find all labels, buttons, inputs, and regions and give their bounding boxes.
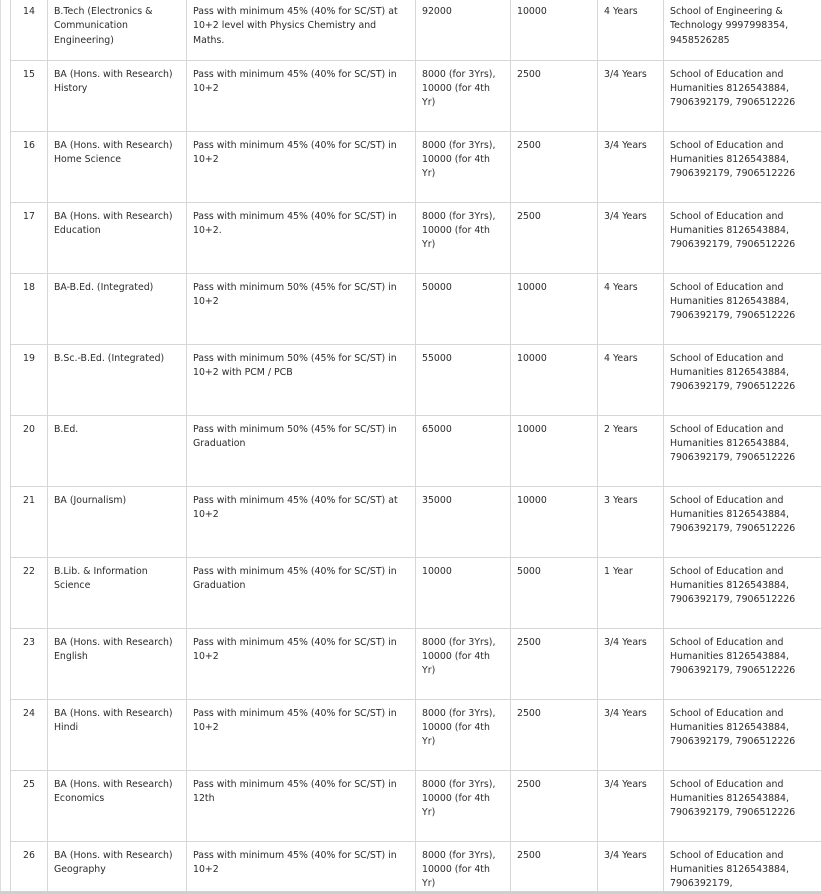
duration-cell: 2 Years [598,415,664,486]
school-contact-cell: School of Education and Humanities 8126543884, 7906392179, 7906512226 [664,699,822,770]
serial-number-cell: 22 [11,557,48,628]
serial-number-cell: 23 [11,628,48,699]
registration-fee-cell: 5000 [511,557,598,628]
courses-table-body [11,0,822,894]
fee-cell: 65000 [416,415,511,486]
registration-fee-cell: 2500 [511,131,598,202]
fee-cell: 8000 (for 3Yrs), 10000 (for 4th Yr) [416,699,511,770]
table-row [11,699,822,770]
table-row [11,60,822,131]
table-row [11,202,822,273]
course-name-cell: B.Ed. [48,415,187,486]
fee-cell: 8000 (for 3Yrs), 10000 (for 4th Yr) [416,60,511,131]
school-contact-cell: School of Education and Humanities 8126543884, 7906392179, 7906512226 [664,202,822,273]
serial-number-cell: 15 [11,60,48,131]
serial-number-cell: 20 [11,415,48,486]
course-name-cell: BA (Hons. with Research) Home Science [48,131,187,202]
school-contact-cell: School of Education and Humanities 8126543884, 7906392179, 7906512226 [664,557,822,628]
school-contact-cell: School of Education and Humanities 8126543884, 7906392179, 7906512226 [664,344,822,415]
duration-cell: 4 Years [598,273,664,344]
serial-number-cell: 25 [11,770,48,841]
registration-fee-cell: 10000 [511,273,598,344]
school-contact-cell: School of Education and Humanities 8126543884, 7906392179, 7906512226 [664,628,822,699]
registration-fee-cell: 10000 [511,415,598,486]
duration-cell: 3/4 Years [598,628,664,699]
registration-fee-cell: 2500 [511,628,598,699]
duration-cell: 4 Years [598,344,664,415]
serial-number-cell: 16 [11,131,48,202]
fee-cell: 8000 (for 3Yrs), 10000 (for 4th Yr) [416,841,511,894]
eligibility-cell: Pass with minimum 45% (40% for SC/ST) in 10+2 [187,628,416,699]
school-contact-cell: School of Education and Humanities 8126543884, 7906392179, 7906512226 [664,273,822,344]
fee-cell: 50000 [416,273,511,344]
duration-cell: 3/4 Years [598,841,664,894]
eligibility-cell: Pass with minimum 45% (40% for SC/ST) in 12th [187,770,416,841]
course-name-cell: BA-B.Ed. (Integrated) [48,273,187,344]
serial-number-cell: 24 [11,699,48,770]
fee-cell: 10000 [416,557,511,628]
table-row [11,415,822,486]
serial-number-cell: 14 [11,0,48,60]
table-row [11,628,822,699]
school-contact-cell: School of Education and Humanities 8126543884, 7906392179, 7906512226 [664,131,822,202]
table-row [11,557,822,628]
course-name-cell: BA (Hons. with Research) Education [48,202,187,273]
course-name-cell: BA (Journalism) [48,486,187,557]
eligibility-cell: Pass with minimum 50% (45% for SC/ST) in Graduation [187,415,416,486]
fee-cell: 8000 (for 3Yrs), 10000 (for 4th Yr) [416,770,511,841]
eligibility-cell: Pass with minimum 50% (45% for SC/ST) in 10+2 with PCM / PCB [187,344,416,415]
eligibility-cell: Pass with minimum 45% (40% for SC/ST) in Graduation [187,557,416,628]
fee-cell: 8000 (for 3Yrs), 10000 (for 4th Yr) [416,202,511,273]
table-row [11,841,822,894]
duration-cell: 3/4 Years [598,202,664,273]
course-name-cell: B.Lib. & Information Science [48,557,187,628]
school-contact-cell: School of Education and Humanities 8126543884, 7906392179, 7906512226 [664,415,822,486]
registration-fee-cell: 2500 [511,699,598,770]
left-divider [0,0,1,894]
duration-cell: 3/4 Years [598,770,664,841]
duration-cell: 1 Year [598,557,664,628]
eligibility-cell: Pass with minimum 45% (40% for SC/ST) at 10+2 level with Physics Chemistry and Maths. [187,0,416,60]
serial-number-cell: 17 [11,202,48,273]
table-row [11,770,822,841]
duration-cell: 3/4 Years [598,60,664,131]
fee-cell: 92000 [416,0,511,60]
serial-number-cell: 26 [11,841,48,894]
courses-table [10,0,822,894]
serial-number-cell: 18 [11,273,48,344]
eligibility-cell: Pass with minimum 50% (45% for SC/ST) in 10+2 [187,273,416,344]
school-contact-cell: School of Education and Humanities 8126543884, 7906392179, 7906512226 [664,60,822,131]
duration-cell: 3 Years [598,486,664,557]
duration-cell: 4 Years [598,0,664,60]
eligibility-cell: Pass with minimum 45% (40% for SC/ST) at 10+2 [187,486,416,557]
registration-fee-cell: 10000 [511,0,598,60]
table-row [11,273,822,344]
registration-fee-cell: 2500 [511,202,598,273]
registration-fee-cell: 10000 [511,486,598,557]
table-row [11,486,822,557]
serial-number-cell: 21 [11,486,48,557]
registration-fee-cell: 2500 [511,60,598,131]
school-contact-cell: School of Engineering & Technology 9997998354, 9458526285 [664,0,822,60]
duration-cell: 3/4 Years [598,699,664,770]
table-row [11,131,822,202]
eligibility-cell: Pass with minimum 45% (40% for SC/ST) in 10+2. [187,202,416,273]
course-name-cell: BA (Hons. with Research) Economics [48,770,187,841]
registration-fee-cell: 10000 [511,344,598,415]
course-name-cell: B.Sc.-B.Ed. (Integrated) [48,344,187,415]
fee-cell: 8000 (for 3Yrs), 10000 (for 4th Yr) [416,628,511,699]
registration-fee-cell: 2500 [511,770,598,841]
course-name-cell: BA (Hons. with Research) Geography [48,841,187,894]
course-name-cell: BA (Hons. with Research) History [48,60,187,131]
table-row [11,0,822,60]
registration-fee-cell: 2500 [511,841,598,894]
serial-number-cell: 19 [11,344,48,415]
course-name-cell: BA (Hons. with Research) English [48,628,187,699]
eligibility-cell: Pass with minimum 45% (40% for SC/ST) in 10+2 [187,60,416,131]
course-name-cell: BA (Hons. with Research) Hindi [48,699,187,770]
fee-cell: 35000 [416,486,511,557]
fee-cell: 55000 [416,344,511,415]
eligibility-cell: Pass with minimum 45% (40% for SC/ST) in 10+2 [187,841,416,894]
school-contact-cell: School of Education and Humanities 8126543884, 7906392179, 7906512226 [664,770,822,841]
table-row [11,344,822,415]
fee-cell: 8000 (for 3Yrs), 10000 (for 4th Yr) [416,131,511,202]
eligibility-cell: Pass with minimum 45% (40% for SC/ST) in 10+2 [187,699,416,770]
school-contact-cell: School of Education and Humanities 8126543884, 7906392179, [664,841,822,894]
duration-cell: 3/4 Years [598,131,664,202]
school-contact-cell: School of Education and Humanities 8126543884, 7906392179, 7906512226 [664,486,822,557]
eligibility-cell: Pass with minimum 45% (40% for SC/ST) in 10+2 [187,131,416,202]
course-name-cell: B.Tech (Electronics & Communication Engineering) [48,0,187,60]
